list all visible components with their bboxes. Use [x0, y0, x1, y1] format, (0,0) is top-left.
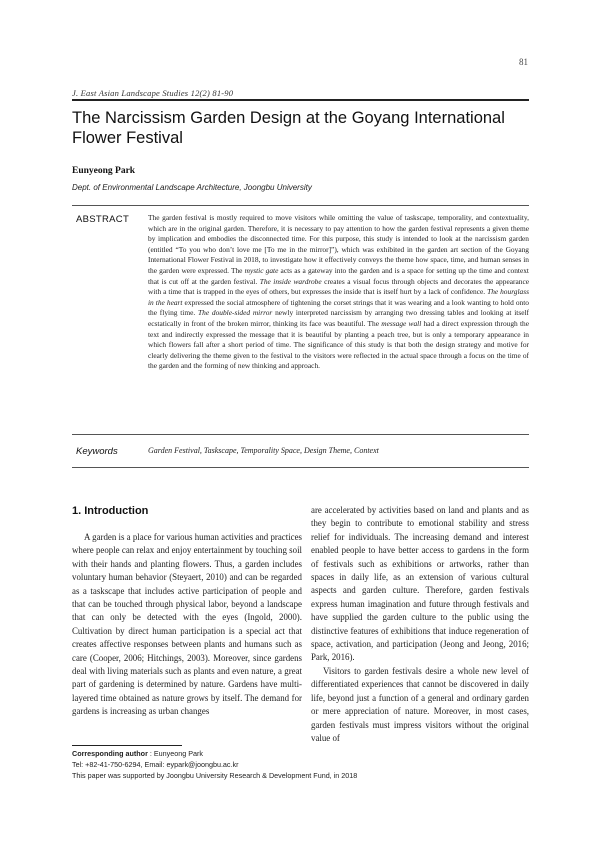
author-name: Eunyeong Park: [72, 166, 136, 176]
body-column-right: [311, 504, 529, 745]
corresponding-author-note: [72, 749, 203, 758]
term-inside-wardrobe: The inside wardrobe: [259, 276, 322, 286]
abstract-part-1: The garden festival is mostly required to move visitors while omitting the value of taskscape, temporality, and contextuality, which are in the original garden. Therefore, it is necessary to pay attention to how the garden festival represents a given theme by implication and embodies the disconnected time. For this purpose, this study is intended to look at the narcissism garden (entitled “To you who don’t love me [To me in the mirror]”), which was exhibited in the garden art section of the Goyang International Flower Festival in 2018, to investigate how it effectively conveys the theme how space, time, and human senses in the garden were expressed. The: [148, 213, 529, 275]
keywords-list: Garden Festival, Taskscape, Temporality Space, Design Theme, Context: [148, 446, 379, 455]
abstract-top-rule: [72, 205, 529, 206]
footnote-rule: [72, 745, 182, 746]
keywords-label: Keywords: [76, 446, 118, 457]
term-mystic-gate: mystic gate: [244, 265, 279, 275]
header-rule: [72, 99, 529, 101]
funding-note: This paper was supported by Joongbu University Research & Development Fund, in 2018: [72, 771, 358, 780]
corresponding-author-value: : Eunyeong Park: [147, 749, 204, 758]
abstract-part-5: newly interpreted narcissism by arranging two dressing tables and looking at itself ecstatically in front of the broken mirror, thinking its face was beautiful. The: [148, 308, 529, 328]
abstract-part-3: creates a visual focus through objects and decorates the appearance with a time that is trapped in the eyes of others, but expresses the inside that is itself hurt by a lack of confidence.: [148, 276, 529, 297]
abstract-text: [148, 213, 529, 372]
body-column-left: [72, 531, 302, 719]
corresponding-author-label: Corresponding author: [72, 749, 148, 758]
intro-paragraph-1: A garden is a place for various human activities and practices where people can relax and enjoy entertainment by touching soil with their hands and planting flowers. Thus, a garden includes voluntary human behavior (Steyaert, 2010) and can be regarded as a taskscape that includes active participation of people and that can be touched through physical labor, beyond a landscape that can only be detected with the eyes (Ingold, 2000). Cultivation by direct human participation is a special act that creates affective responses between plants and humans such as care (Cooper, 2006; Hitchings, 2003). Moreover, since gardens deal with living materials such as plants and even nature, a great part of gardening is determined by nature. Gardens have multi-layered time obtained as nature grows by itself. The demand for gardens is increasing as urban changes: [72, 532, 302, 717]
intro-paragraph-1-continued: are accelerated by activities based on land and plants and as they begin to contribute to emotional stability and stress relief for individuals. The increasing demand and interest enabled people to have better access to gardens in the form of festivals such as exhibitions or artworks, rather than spaces in daily life, as an extension of various cultural aspects and garden culture. Therefore, garden festivals express human imagination and future through festivals and have supplied the garden culture to the public using the distinctive features of exhibitions that induce regeneration of space, activation, and participation (Jeong and Jeong, 2016; Park, 2016).: [311, 505, 529, 663]
abstract-part-6: had a direct expression through the text and indirectly expressed the message that it is beautiful by planting a peach tree, but is only a temporary appearance in which flowers fall after a short period of time. The significance of this study is that both the design strategy and motive for clearly delivering the theme given to the festival to the visitors were reflected in the actual space through a focus on the time of the garden and the forming of new thinking and approach.: [148, 318, 529, 371]
term-hourglass: The hourglass in the heart: [148, 287, 529, 307]
intro-paragraph-2: Visitors to garden festivals desire a whole new level of differentiated experiences that cannot be discovered in daily life, beyond just a function of a general and ordinary garden or mere appreciation of nature. Moreover, in most cases, garden festivals must impress visitors without the original value of: [311, 665, 529, 743]
section-heading-introduction: 1. Introduction: [72, 505, 149, 517]
article-title: The Narcissism Garden Design at the Goyang International Flower Festival: [72, 109, 505, 147]
keywords-top-rule: [72, 434, 529, 435]
term-double-sided-mirror: The double-sided mirror: [198, 308, 273, 318]
page-number: 81: [519, 57, 528, 67]
journal-reference: J. East Asian Landscape Studies 12(2) 81-90: [72, 88, 234, 98]
abstract-label: ABSTRACT: [76, 214, 130, 225]
keywords-bottom-rule: [72, 467, 529, 468]
abstract-part-2: acts as a gateway into the garden and is a space for setting up the time and context that is cut off at the garden festival.: [148, 265, 529, 286]
contact-note: Tel: +82-41-750-6294, Email: eypark@joongbu.ac.kr: [72, 760, 239, 769]
abstract-part-4: expressed the social atmosphere of tightening the corset strings that it was wearing and a look wanting to hold onto the flying time.: [148, 297, 530, 318]
term-message-wall: message wall: [381, 318, 422, 328]
author-affiliation: Dept. of Environmental Landscape Architecture, Joongbu University: [72, 183, 312, 192]
